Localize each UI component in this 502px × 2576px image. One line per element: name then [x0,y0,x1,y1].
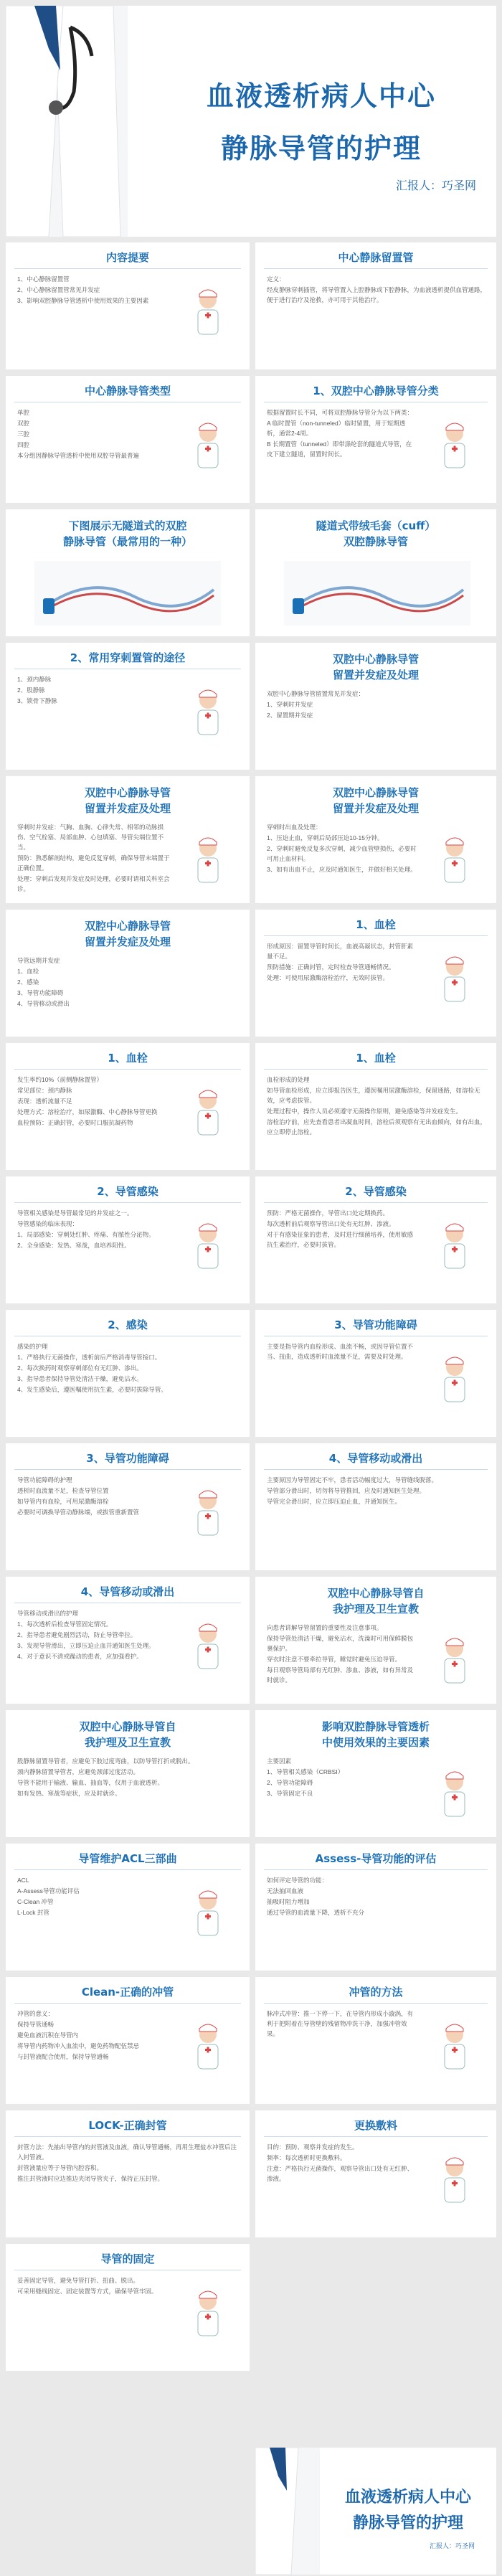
slide-line: 2、全身感染：发热、寒战，血培养阳性。 [17,1242,131,1249]
slide-19 [6,1443,250,1570]
slide-line: 导管远期并发症 [17,957,60,964]
slide-body [267,822,417,875]
slide-title: Assess-导管功能的评估 [315,1852,437,1865]
slide-line: 预防措施：正确封管，定时检查导管通畅情况。 [267,963,395,971]
slide-body [17,956,241,1009]
slide-line: 2、股静脉 [17,687,45,694]
slide-line: 如导管内有血栓，可用尿激酶溶栓 [17,1498,109,1505]
slide-line: 如有发热、寒战等症状，应及时就诊。 [17,1790,121,1797]
slide-line: 导管部分滑出时，切勿将导管推回，应及时通知医生处理。 [267,1487,426,1494]
slide-body [17,407,171,461]
slide-line: 主要是指导管内血栓形成、血流不畅，或因导管位置不当、扭曲，造成透析时血流量不足，需要及时处理。 [267,1343,414,1360]
slide-title-line1: 影响双腔静脉导管透析 [321,1720,430,1733]
nurse-illustration-icon [426,951,483,1009]
slide-22 [255,1577,496,1704]
slide-line: 4、发生感染后，遵医嘱使用抗生素，必要时拔除导管。 [17,1386,167,1393]
slide-body [17,274,171,306]
slide-6 [255,509,496,636]
slide-line: 与封管液配合使用，保持导管通畅 [17,2053,109,2060]
slide-title-line1: 隧道式带绒毛套（cuff） [316,519,436,532]
nurse-illustration-icon [179,417,237,475]
nurse-illustration-icon [179,1618,237,1676]
slide-title-line1: 双腔中心静脉导管 [332,786,419,799]
slide-title-line2: 静脉导管（最常用的一种） [62,535,192,548]
slide-line: 经皮静脉穿刺插管，将导管置入上腔静脉或下腔静脉，为血液透析提供血管通路，便于进行治疗及抢救，亦可用于其他治疗。 [267,286,487,303]
title-divider [264,2003,488,2004]
nurse-illustration-icon [179,2285,237,2343]
nurse-illustration-icon [179,832,237,890]
slide-body [267,689,488,721]
slide-31 [6,2244,250,2371]
slide-line: 1、血栓 [17,968,39,975]
slide-1 [6,242,250,369]
title-divider [264,1202,488,1203]
slide-title: 导管的固定 [100,2252,155,2265]
slide-line: 处理：可使用尿激酶溶栓治疗，无效时拔管。 [267,974,389,981]
slide-body [17,2142,241,2184]
slide-line: 溶栓治疗前，应先查看患者出凝血时间，溶栓后须观察有无出血倾向，如有出血，应立即停止溶栓。 [267,1118,487,1136]
slide-line: 无法抽回血液 [267,1887,304,1895]
catheter-image [34,561,221,626]
slide-line: 2、感染 [17,978,39,986]
slide-line: 将导管内药物冲入血流中，避免药物配伍禁忌 [17,2042,140,2049]
slide-line: 预防：熟悉解剖结构，避免反复穿刺，确保导管末端置于正确位置。 [17,854,170,872]
slide-title-line1: 双腔中心静脉导管自 [327,1587,425,1600]
slide-line: 抽吸时阻力增加 [267,1898,310,1905]
slide-body [267,407,417,460]
nurse-illustration-icon [179,1218,237,1275]
slide-line: 主要原因为导管固定不牢，患者活动幅度过大，导管缝线脱落。 [267,1476,438,1483]
slide-title: LOCK-正确封管 [88,2119,167,2132]
title-divider [14,2136,241,2137]
slide-line: 如导管血栓形成，应立即报告医生，遵医嘱用尿激酶溶栓，保留通路，如溶栓无效，应考虑拔管。 [267,1087,480,1104]
slide-body [17,822,171,895]
slide-8 [255,643,496,770]
slide-line: 1、严格执行无菌操作，透析前后严格消毒导管接口。 [17,1354,161,1361]
slide-line: 如何评定导管的功能： [267,1877,328,1884]
slide-30 [255,2110,496,2237]
slide-title-line2: 我护理及卫生宣教 [84,1736,171,1749]
slide-line: 3、锁骨下静脉 [17,697,57,704]
slide-title: 更换敷料 [354,2119,397,2132]
slide-line: 处理过程中，操作人员必须遵守无菌操作原则，避免感染等并发症发生。 [267,1108,463,1115]
slide-line: 1、导管相关感染（CRBSI） [267,1768,344,1775]
slide-line: 1、穿刺时并发症 [267,701,313,708]
title-divider [264,935,488,936]
slide-title-line1: 双腔中心静脉导管自 [79,1720,176,1733]
slide-line: 3、影响双腔静脉导管透析中使用效果的主要因素 [17,297,149,304]
slide-line: 三腔 [17,430,30,438]
nurse-illustration-icon [426,832,483,890]
slide-body [17,1475,171,1518]
slide-line: 4、导管移动或滑出 [17,1000,70,1007]
slide-title: 1、血栓 [356,1052,396,1065]
slide-line: 股静脉留置导管者，应避免下肢过度弯曲，以防导管打折或脱出。 [17,1758,194,1765]
end-title-line2: 静脉导管的护理 [352,2514,463,2532]
slide-title: 4、导管移动或滑出 [80,1585,175,1598]
slide-body [17,2275,171,2297]
slide-18 [255,1310,496,1437]
title-divider [14,268,241,269]
slide-29 [6,2110,250,2237]
title-divider [264,2136,488,2137]
slide-line: 可采用缝线固定、固定装置等方式，确保导管牢固。 [17,2288,158,2295]
slide-line: 封管方法：先抽出导管内的封管液及血液，确认导管通畅，再用生理盐水冲管后注入封管液。 [17,2143,237,2161]
slide-title-line2: 留置并发症及处理 [332,802,419,815]
slide-line: 导管完全滑出时，应立即压迫止血，并通知医生。 [267,1498,402,1505]
cover-title-line1: 血液透析病人中心 [206,80,436,112]
end-title-line1: 血液透析病人中心 [344,2488,471,2506]
slide-10 [255,776,496,903]
slide-line: 向患者讲解导管留置的重要性及注意事项。 [267,1624,383,1631]
slide-28 [255,1977,496,2104]
slide-title-line2: 留置并发症及处理 [84,802,171,815]
slide-23 [6,1710,250,1837]
slide-body [267,274,488,306]
slide-line: 导管相关感染是导管最常见的并发症之一。 [17,1209,133,1217]
slide-line: 2、中心静脉留置管常见并发症 [17,286,100,293]
slide-3 [6,376,250,503]
title-divider [14,1869,241,1870]
nurse-illustration-icon [426,2152,483,2209]
slide-line: 处理方式：溶栓治疗，如尿激酶、中心静脉导管更换 [17,1108,158,1115]
slide-line: 避免血液沉积在导管内 [17,2032,79,2039]
slide-line: 2、留置期并发症 [267,712,313,719]
nurse-illustration-icon [179,684,237,742]
slide-7 [6,643,250,770]
slide-title: 中心静脉导管类型 [84,384,171,397]
nurse-illustration-icon [179,1485,237,1542]
slide-12 [255,910,496,1037]
slide-body [17,1756,241,1799]
slide-line: 必要时可调换导管动静脉端，或拔管重新置管 [17,1509,140,1516]
nurse-illustration-icon [426,1766,483,1824]
slide-line: 形成原因：留置导管时间长，血液高凝状态，封管肝素量不足。 [267,943,414,960]
nurse-illustration-icon [179,1885,237,1943]
nurse-illustration-icon [426,2019,483,2076]
slide-line: C-Clean 冲管 [17,1898,54,1905]
slide-line: 穿刺时出血及处理： [267,824,322,831]
title-divider [14,1469,241,1470]
nurse-illustration-icon [179,284,237,341]
slide-line: 处理：穿刺后发现并发症及时处理，必要时请相关科室会诊。 [17,875,170,892]
slide-line: 每日观察导管局部有无红肿、渗血、渗液，如有异常及时就诊。 [267,1666,414,1684]
title-divider [14,1202,241,1203]
slide-title: 1、血栓 [356,918,396,931]
slide-title: 导管维护ACL三部曲 [78,1852,177,1865]
doctor-image [255,2448,320,2575]
slide-body [17,1608,171,1662]
slide-body [267,2009,417,2039]
title-divider [14,1069,241,1070]
slide-line: 对于有感染征象的患者，及时进行细菌培养，使用敏感抗生素治疗，必要时拔管。 [267,1231,414,1248]
slide-body [17,674,171,707]
slide-line: 1、颈内静脉 [17,676,52,683]
slide-line: 四腔 [17,441,30,448]
slide-title: 中心静脉留置管 [338,251,414,264]
slide-line: 3、如有出血不止，应及时通知医生，并做好相关处理。 [267,866,417,873]
slide-line: 1、局部感染：穿刺处红肿、疼痛、有脓性分泌物。 [17,1231,155,1238]
slide-title: 1、双腔中心静脉导管分类 [313,384,439,397]
slide-body [267,1756,417,1799]
slide-line: 目的：预防、观察并发症的发生。 [267,2143,359,2151]
slide-line: 颈内静脉留置导管者，应避免颈部过度活动。 [17,1768,140,1775]
slide-9 [6,776,250,903]
slide-line: 主要因素 [267,1758,292,1765]
slide-line: 导管不能用于输液、输血、抽血等，仅用于血液透析。 [17,1779,164,1786]
slide-body [267,2142,417,2184]
slide-body [267,1075,488,1138]
slide-line: 封管液量应等于导管内腔容积。 [17,2164,103,2171]
slide-17 [6,1310,250,1437]
slide-title: 4、导管移动或滑出 [328,1452,423,1465]
slide-line: 表现：透析流量不足 [17,1098,72,1105]
slide-line: 4、对于意识不清或躁动的患者，应加强看护。 [17,1653,143,1660]
slide-line: 频率：每次透析时更换敷料。 [267,2154,346,2161]
title-divider [264,1869,488,1870]
slide-21 [6,1577,250,1704]
slide-line: 导管感染的临床表现： [17,1220,79,1227]
slide-title-line2: 留置并发症及处理 [332,669,419,681]
slide-body [267,941,417,983]
slide-title: 1、血栓 [108,1052,148,1065]
slide-body [267,1623,417,1686]
slide-body [17,1075,171,1128]
slide-title: 冲管的方法 [349,1986,403,1999]
slide-line: 双腔中心静脉导管留置常见并发症： [267,690,365,697]
slide-2 [255,242,496,369]
slide-13 [6,1043,250,1170]
title-divider [264,1069,488,1070]
slide-title-line2: 我护理及卫生宣教 [332,1603,419,1615]
slide-24 [255,1710,496,1837]
slide-line: 导管功能障碍的护理 [17,1476,72,1483]
slide-line: 血栓预防：正确封管，必要时口服抗凝药物 [17,1119,133,1126]
slide-line: 3、导管固定不良 [267,1790,313,1797]
cover-reporter: 汇报人：巧圣网 [395,180,476,192]
slide-line: 导管移动或滑出的护理 [17,1610,79,1617]
slide-title: 3、导管功能障碍 [334,1318,417,1331]
slide-line: 注意：严格执行无菌操作，观察导管出口处有无红肿、渗液。 [267,2165,414,2182]
slide-title: 2、感染 [108,1318,148,1331]
slide-line: 通过导管的血流量下降，透析不充分 [267,1909,365,1916]
slide-title: Clean-正确的冲管 [81,1986,174,1999]
slide-line: 血栓形成的处理 [267,1076,310,1083]
slide-line: 2、指导患者避免剧烈活动，防止导管牵拉。 [17,1631,137,1638]
slide-body [17,2009,171,2062]
slide-line: 3、导管功能障碍 [17,989,64,996]
slide-line: L-Lock 封管 [17,1909,49,1916]
title-divider [264,1469,488,1470]
slide-title-line1: 双腔中心静脉导管 [332,653,419,666]
slide-body [17,1341,241,1395]
slide-line: 3、指导患者保持导管处清洁干燥，避免沾水。 [17,1375,143,1382]
slide-line: 双腔 [17,420,30,427]
catheter-image [284,561,470,626]
slide-line: 1、中心静脉留置管 [17,275,70,283]
slide-body [17,1875,171,1918]
nurse-illustration-icon [426,1351,483,1409]
slide-14 [255,1043,496,1170]
cover-slide [6,6,496,237]
slide-body [267,1875,488,1918]
slide-line: 妥善固定导管，避免导管打折、扭曲、脱出。 [17,2277,140,2284]
slide-line: 2、穿刺时避免反复多次穿刺，减少血管壁损伤，必要时可用止血材料。 [267,845,417,862]
slide-title: 2、导管感染 [97,1185,158,1198]
slide-title-line1: 双腔中心静脉导管 [84,920,171,933]
slide-line: 发生率约10%（前侧静脉置管） [17,1076,103,1083]
slide-line: 2、导管功能障碍 [267,1779,313,1786]
slide-title-line2: 双腔静脉导管 [343,535,408,548]
slide-line: A 临时置管（non-tunneled）临时留置，用于短期透析，通常2-4周。 [267,420,406,437]
slide-line: 常见部位：颈内静脉 [17,1087,72,1094]
slide-5 [6,509,250,636]
nurse-illustration-icon [179,2019,237,2076]
nurse-illustration-icon [426,1633,483,1690]
slide-line: 推注封管液时应边推边夹闭导管夹子，保持正压封管。 [17,2175,164,2182]
slide-line: A-Assess导管功能评估 [17,1887,80,1895]
slide-15 [6,1176,250,1303]
slide-title-line2: 中使用效果的主要因素 [321,1736,430,1749]
slide-body [17,1208,171,1251]
slide-line: 1、压迫止血，穿刺后局部压迫10-15分钟。 [267,834,384,841]
slide-body [267,1341,417,1362]
slide-body [267,1208,417,1250]
slide-line: B 长期置管（tunneled）即带涤纶套的隧道式导管，在皮下建立隧道，留置时间长。 [267,440,412,458]
slide-title: 2、导管感染 [345,1185,407,1198]
slide-line: 保持导管通畅 [17,2021,55,2028]
slide-body [267,1475,488,1507]
end-slide [255,2448,496,2575]
slide-title: 内容提要 [105,251,149,264]
doctor-coat-image [6,6,128,237]
end-reporter: 汇报人：巧圣网 [429,2542,475,2549]
slide-line: 预防：严格无菌操作，导管出口处定期换药。 [267,1209,389,1217]
slide-title-line1: 下图展示无隧道式的双腔 [68,519,187,532]
slide-line: 定义： [267,275,285,283]
slide-26 [255,1844,496,1971]
slide-line: 本分组因静脉导管透析中使用双腔导管最普遍 [17,452,140,459]
nurse-illustration-icon [179,1085,237,1142]
slide-title: 3、导管功能障碍 [86,1452,169,1465]
nurse-illustration-icon [426,417,483,475]
slide-line: 单腔 [17,409,30,416]
slide-line: 3、发现导管滑出，立即压迫止血并通知医生处理。 [17,1642,155,1649]
slide-line: 感染的护理 [17,1343,48,1350]
slide-line: 冲管的意义： [17,2010,55,2017]
title-divider [14,2003,241,2004]
slide-20 [255,1443,496,1570]
slide-line: 2、每次换药时观察穿刺部位有无红肿、渗出。 [17,1364,143,1372]
slide-line: 穿衣时注意不要牵拉导管，睡觉时避免压迫导管。 [267,1656,402,1663]
slide-title-line2: 留置并发症及处理 [84,935,171,948]
slide-title-line1: 双腔中心静脉导管 [84,786,171,799]
slide-title: 2、常用穿刺置管的途径 [70,651,186,664]
slide-27 [6,1977,250,2104]
cover-title-line2: 静脉导管的护理 [220,133,422,164]
slide-25 [6,1844,250,1971]
slide-line: 透析时血流量不足，检查导管位置 [17,1487,109,1494]
slide-line: ACL [17,1877,29,1884]
slide-line: 根据留置时长不同，可将双腔静脉导管分为以下两类： [267,409,414,416]
slide-line: 脉冲式冲管：推一下停一下，在导管内形成小漩涡，有利于把附着在导管壁的残留物冲洗干净，加强冲管效果。 [267,2010,414,2037]
slide-line: 每次透析前后观察导管出口处有无红肿、渗液。 [267,1220,395,1227]
slide-line: 保持导管处清洁干燥，避免沾水，洗澡时可用保鲜膜包裹保护。 [267,1635,414,1652]
slide-11 [6,910,250,1037]
slide-line: 1、每次透析后检查导管固定情况。 [17,1620,113,1628]
slide-line: 穿刺时并发症：气胸、血胸、心律失常、相邻的动脉损伤、空气栓塞、局部血肿、心包填塞、导管尖端位置不当。 [17,824,164,851]
slide-16 [255,1176,496,1303]
slide-4 [255,376,496,503]
title-divider [264,268,488,269]
nurse-illustration-icon [426,1218,483,1275]
